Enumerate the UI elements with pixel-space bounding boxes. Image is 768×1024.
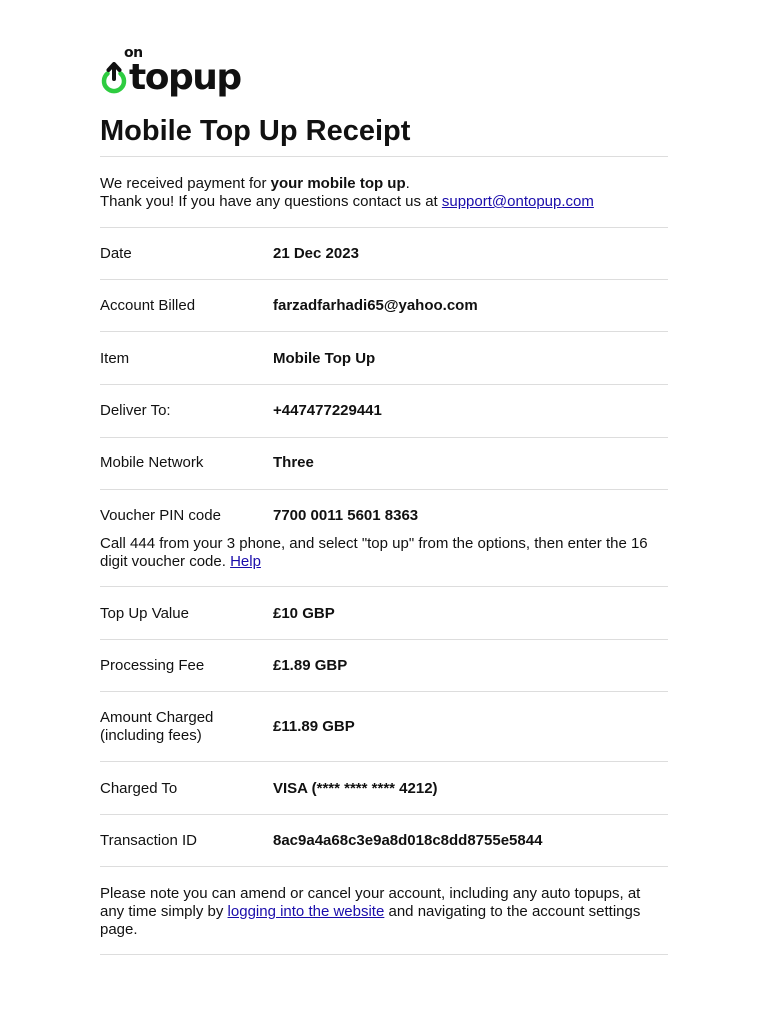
divider [100,384,668,385]
voucher-pin-value: 7700 0011 5601 8363 [273,507,419,524]
logo-wordmark: topup [129,57,241,98]
divider [100,437,668,438]
divider [100,489,668,490]
voucher-instructions-line1: Call 444 from your 3 phone, and select "top up" from the options, then enter the 16 [100,535,648,552]
top-up-value-value: £10 GBP [273,605,335,622]
processing-fee-value: £1.89 GBP [273,657,348,674]
account-note-line3: page. [100,921,138,938]
login-website-link[interactable]: logging into the website [227,903,385,920]
intro-text [100,175,668,211]
amount-charged-label [100,709,270,745]
page-title: Mobile Top Up Receipt [100,115,411,147]
divider [100,691,668,692]
intro-bold: your mobile top up [270,175,406,192]
processing-fee-label: Processing Fee [100,657,205,674]
ontopup-logo[interactable] [100,44,260,96]
support-email-link[interactable]: support@ontopup.com [441,193,594,210]
divider [100,814,668,815]
divider [100,331,668,332]
intro-prefix: We received payment for [100,175,271,192]
voucher-pin-label: Voucher PIN code [100,507,221,524]
account-note [100,885,668,939]
account-note-line2-prefix: any time simply by [100,903,228,920]
amount-charged-value: £11.89 GBP [273,718,355,735]
divider [100,279,668,280]
top-up-value-label: Top Up Value [100,605,189,622]
account-billed-label: Account Billed [100,297,196,314]
account-note-line2-suffix: and navigating to the account settings [384,903,641,920]
amount-charged-label-line1: Amount Charged [100,709,214,726]
thanks-text: Thank you! If you have any questions contact us at [100,193,442,210]
mobile-network-label: Mobile Network [100,454,204,471]
divider [100,954,668,955]
intro-suffix: . [405,175,410,192]
charged-to-label: Charged To [100,780,178,797]
transaction-id-value: 8ac9a4a68c3e9a8d018c8dd8755e5844 [273,832,543,849]
divider [100,761,668,762]
mobile-network-value: Three [273,454,314,471]
deliver-to-value: +447477229441 [273,402,382,419]
voucher-instructions-line2: digit voucher code. [100,553,231,570]
voucher-instructions [100,535,668,571]
charged-to-value: VISA (**** **** **** 4212) [273,780,438,797]
item-value: Mobile Top Up [273,350,376,367]
power-icon [100,62,128,94]
account-billed-value: farzadfarhadi65@yahoo.com [273,297,478,314]
date-value: 21 Dec 2023 [273,245,359,262]
divider [100,866,668,867]
help-link[interactable]: Help [230,553,261,570]
date-label: Date [100,245,132,262]
logo-on-text: on [124,45,143,61]
divider [100,586,668,587]
amount-charged-label-line2: (including fees) [100,727,202,744]
divider [100,227,668,228]
deliver-to-label: Deliver To: [100,402,171,419]
account-note-line1: Please note you can amend or cancel your account, including any auto topups, at [100,885,641,902]
item-label: Item [100,350,130,367]
divider [100,156,668,157]
transaction-id-label: Transaction ID [100,832,197,849]
divider [100,639,668,640]
